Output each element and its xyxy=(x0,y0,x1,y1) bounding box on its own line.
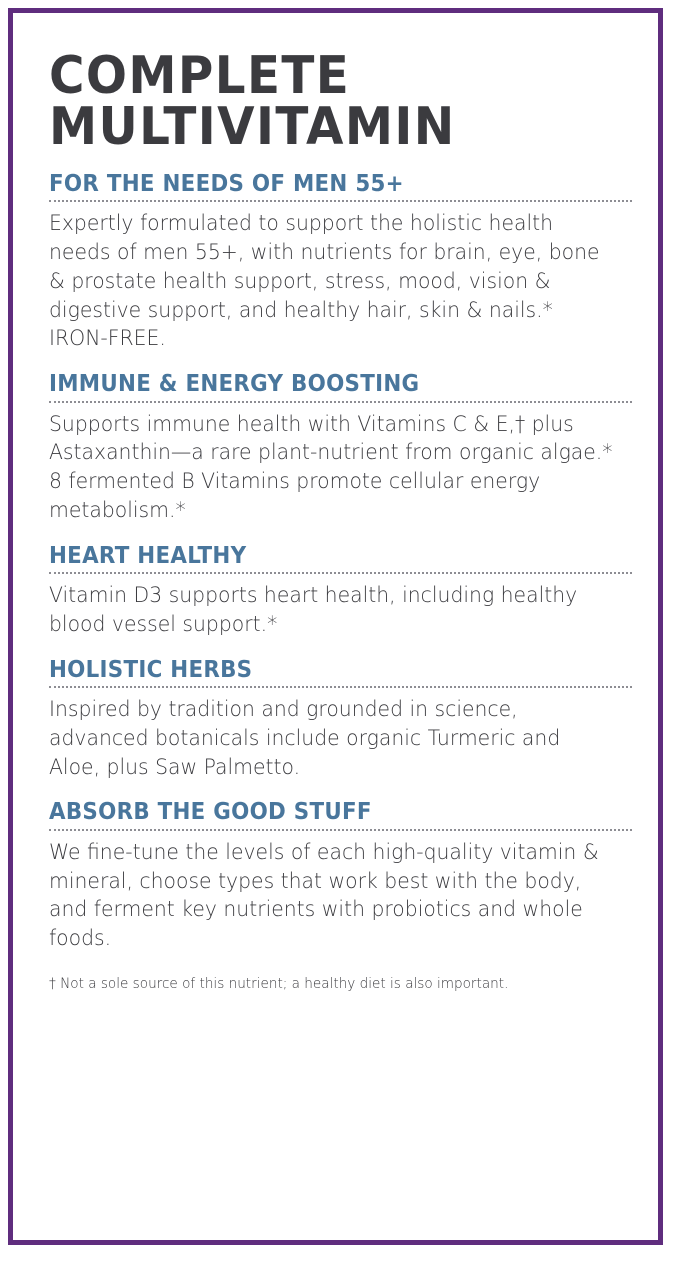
section-immune-energy xyxy=(49,371,632,525)
section-absorb-good-stuff xyxy=(49,799,632,953)
label-panel xyxy=(8,8,663,1245)
section-heading: ABSORB THE GOOD STUFF xyxy=(49,799,372,826)
section-holistic-herbs xyxy=(49,657,632,782)
section-heart-healthy xyxy=(49,543,632,639)
section-body: Inspired by tradition and grounded in science, advanced botanicals include organic Turmeric and Aloe, plus Saw Palmetto. xyxy=(49,697,561,779)
product-title xyxy=(49,46,591,157)
label-content xyxy=(49,46,632,1220)
section-body: Vitamin D3 supports heart health, including healthy blood vessel support.* xyxy=(49,583,578,636)
section-needs-of-men xyxy=(49,171,632,353)
section-divider xyxy=(49,829,632,831)
section-divider xyxy=(49,200,632,202)
section-body: Expertly formulated to support the holistic health needs of men 55+, with nutrients for brain, eye, bone & prostate health support, stress, mood, vision & digestive support, and healthy hair, skin & nails.* IRON-FREE. xyxy=(49,211,600,351)
section-heading: FOR THE NEEDS OF MEN 55+ xyxy=(49,170,404,197)
section-heading: HOLISTIC HERBS xyxy=(49,656,253,683)
product-title-line1: COMPLETE xyxy=(49,46,351,106)
section-heading: HEART HEALTHY xyxy=(49,542,247,569)
section-body: Supports immune health with Vitamins C & E,† plus Astaxanthin—a rare plant-nutrient from organic algae.* 8 fermented B Vitamins promote cellular energy metabolism.* xyxy=(49,411,613,522)
product-title-line2: MULTIVITAMIN xyxy=(49,96,456,157)
section-divider xyxy=(49,686,632,688)
section-divider xyxy=(49,572,632,574)
section-divider xyxy=(49,401,632,403)
footnote: † Not a sole source of this nutrient; a healthy diet is also important. xyxy=(49,975,509,992)
section-heading: IMMUNE & ENERGY BOOSTING xyxy=(49,371,420,398)
section-body: We fine-tune the levels of each high-quality vitamin & mineral, choose types that work best with the body, and ferment key nutrients with probiotics and whole foods. xyxy=(49,839,599,951)
